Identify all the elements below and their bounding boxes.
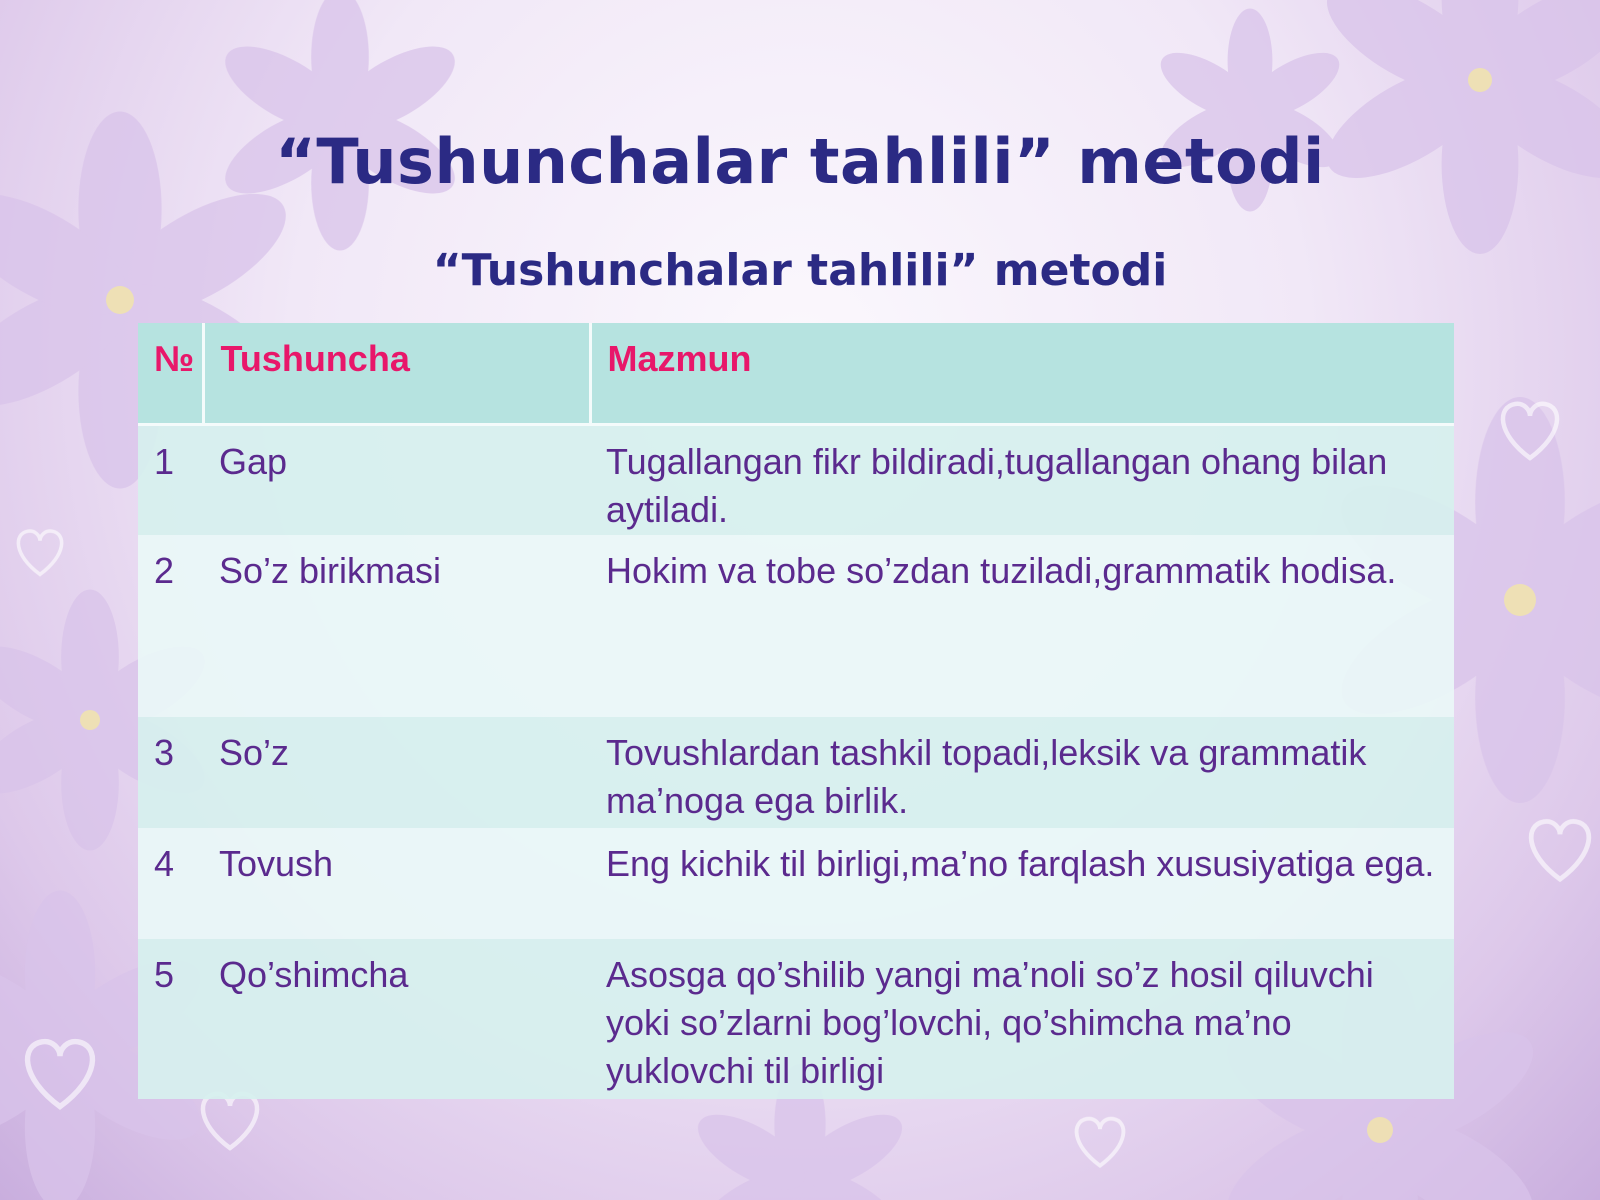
header-term: Tushuncha: [203, 323, 590, 424]
row-meaning: Tugallangan fikr bildiradi,tugallangan ohang bilan aytiladi.: [606, 440, 1388, 530]
row-number: 3: [154, 732, 175, 773]
row-term: So’z birikmasi: [219, 550, 442, 591]
row-number: 1: [154, 440, 175, 482]
concepts-table: [138, 323, 1454, 1099]
header-number: №: [154, 338, 195, 379]
table-row: [138, 535, 1454, 717]
table-row: [138, 717, 1454, 828]
row-meaning: Asosga qo’shilib yangi ma’noli so’z hosil qiluvchi yoki so’zlarni bog’lovchi, qo’shimcha ma’no yuklovchi til birligi: [606, 954, 1374, 1091]
slide-title: “Tushunchalar tahlili” metodi: [275, 125, 1325, 198]
row-meaning: Eng kichik til birligi,ma’no farqlash xususiyatiga ega.: [606, 843, 1435, 884]
row-term: Gap: [219, 440, 288, 482]
slide-subtitle: “Tushunchalar tahlili” metodi: [432, 245, 1168, 296]
header-meaning: Mazmun: [590, 323, 1454, 424]
row-term: So’z: [219, 732, 290, 773]
row-number: 2: [154, 550, 175, 591]
table-row: [138, 828, 1454, 939]
row-number: 4: [154, 843, 175, 884]
row-number: 5: [154, 954, 175, 995]
row-meaning: Hokim va tobe so’zdan tuziladi,grammatik hodisa.: [606, 550, 1397, 591]
row-meaning: Tovushlardan tashkil topadi,leksik va grammatik ma’noga ega birlik.: [606, 732, 1367, 821]
row-term: Qo’shimcha: [219, 954, 409, 995]
row-term: Tovush: [219, 843, 334, 884]
table-row: [138, 939, 1454, 1099]
table-header-row: [138, 323, 1454, 424]
table-row: [138, 424, 1454, 535]
